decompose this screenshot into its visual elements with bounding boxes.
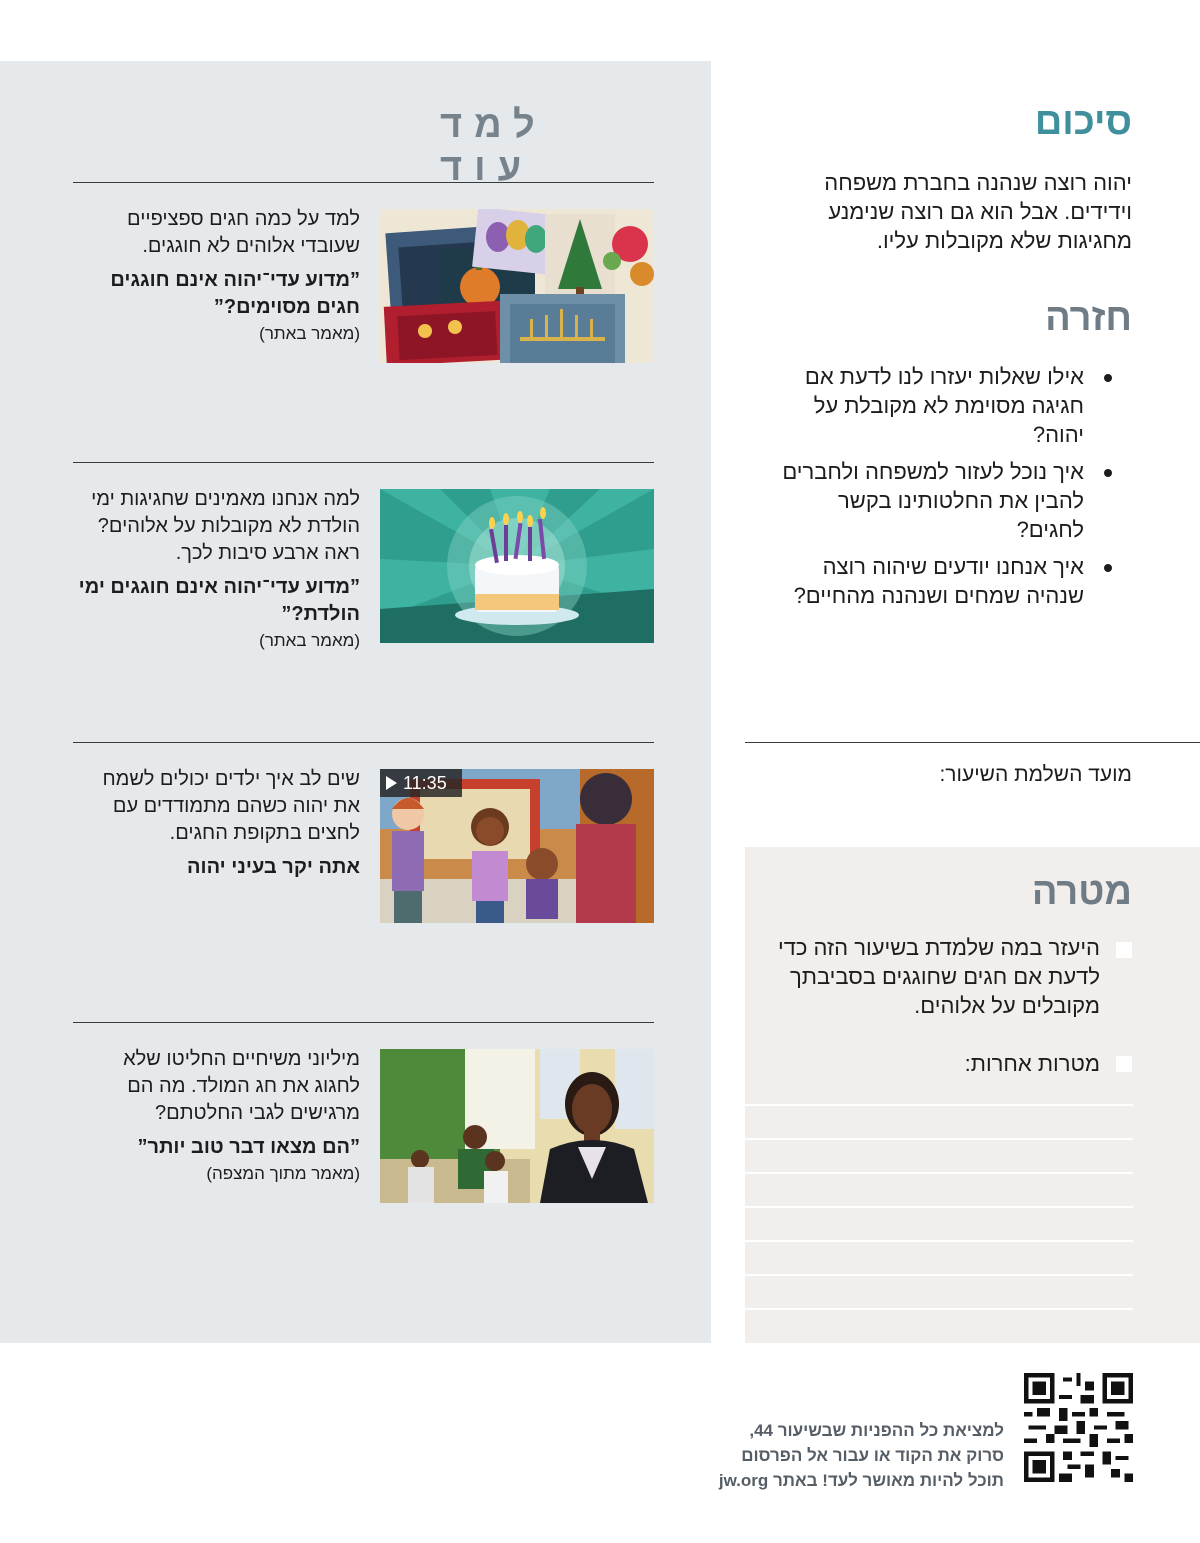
learn-card-3[interactable] — [78, 766, 360, 881]
writing-line[interactable] — [745, 1240, 1133, 1242]
card-description: מיליוני משיחיים החליטו שלא לחגוג את חג המולד. מה הם מרגישים לגבי החלטתם? — [123, 1048, 360, 1124]
card-description: שים לב איך ילדים יכולים לשמח את יהוה כשהם מתמודדים עם לחצים בתקופת החגים. — [102, 768, 360, 844]
goal-checkbox-1[interactable] — [1116, 942, 1132, 958]
summary-text: יהוה רוצה שנהנה בחברת משפחה וידידים. אבל הוא גם רוצה שנימנע מחגיגות שלא מקובלות עליו. — [824, 170, 1132, 253]
goal-item-2: מטרות אחרות: — [964, 1051, 1100, 1076]
footer-line-2: סרוק את הקוד או עבור אל הפרסום — [741, 1446, 1004, 1465]
learn-more-title: למד עוד — [440, 104, 547, 189]
birthday-cake-image[interactable] — [380, 489, 654, 643]
section-divider — [73, 462, 654, 463]
play-icon — [386, 776, 397, 790]
qr-code-icon[interactable] — [1024, 1373, 1133, 1482]
learn-card-1[interactable] — [78, 206, 360, 345]
card-note: (מאמר מתוך המצפה) — [206, 1164, 360, 1183]
video-thumbnail[interactable] — [380, 769, 654, 923]
goal-item-1: היעזר במה שלמדת בשיעור הזה כדי לדעת אם חגים שחוגגים בסביבתך מקובלים על אלוהים. — [777, 935, 1100, 1018]
card-description: למד על כמה חגים ספציפיים שעובדי אלוהים לא חוגגים. — [127, 208, 360, 257]
card-description: למה אנחנו מאמינים שחגיגות ימי הולדת לא מקובלות על אלוהים? ראה ארבע סיבות לכך. — [91, 488, 360, 564]
video-duration-badge — [380, 769, 462, 797]
section-divider — [73, 1022, 654, 1023]
video-duration: 11:35 — [403, 772, 447, 793]
footer-line-3[interactable]: תוכל להיות מאושר לעד! באתר jw.org — [718, 1471, 1004, 1490]
writing-line[interactable] — [745, 1308, 1133, 1310]
goal-box — [745, 847, 1200, 1343]
learn-card-2[interactable] — [78, 486, 360, 652]
holidays-collage-image[interactable] — [380, 209, 654, 363]
writing-line[interactable] — [745, 1104, 1133, 1106]
card-link-title[interactable]: אתה יקר בעיני יהוה — [187, 856, 360, 878]
writing-line[interactable] — [745, 1172, 1133, 1174]
goal-checkbox-2[interactable] — [1116, 1056, 1132, 1072]
footer-instructions — [644, 1418, 1004, 1493]
card-note: (מאמר באתר) — [259, 324, 360, 343]
review-questions — [772, 362, 1112, 618]
writing-line[interactable] — [745, 1206, 1133, 1208]
learn-card-4[interactable] — [78, 1046, 360, 1185]
completion-date-label: מועד השלמת השיעור: — [939, 763, 1132, 786]
section-divider — [73, 182, 654, 183]
review-question: איך נוכל לעזור למשפחה ולחברים להבין את החלטותינו בקשר לחגים? — [772, 457, 1112, 544]
review-question: אילו שאלות יעזרו לנו לדעת אם חגיגה מסוימת לא מקובלת על יהוה? — [772, 362, 1112, 449]
writing-line[interactable] — [745, 1274, 1133, 1276]
woman-portrait-image[interactable] — [380, 1049, 654, 1203]
footer-line-1: למציאת כל ההפניות שבשיעור 44, — [749, 1421, 1004, 1440]
card-link-title[interactable]: ”מדוע עדי־יהוה אינם חוגגים חגים מסוימים?” — [110, 269, 360, 318]
card-link-title[interactable]: ”מדוע עדי־יהוה אינם חוגגים ימי הולדת?” — [78, 576, 360, 625]
goal-heading: מטרה — [1031, 871, 1132, 913]
card-note: (מאמר באתר) — [259, 631, 360, 650]
review-question: איך אנחנו יודעים שיהוה רוצה שנהיה שמחים ושנהנה מהחיים? — [772, 552, 1112, 610]
card-link-title[interactable]: ”הם מצאו דבר טוב יותר” — [137, 1136, 360, 1158]
section-divider — [73, 742, 654, 743]
completion-divider — [745, 742, 1200, 743]
review-heading: חזרה — [1045, 297, 1132, 339]
summary-heading: סיכום — [1034, 101, 1132, 143]
writing-line[interactable] — [745, 1138, 1133, 1140]
